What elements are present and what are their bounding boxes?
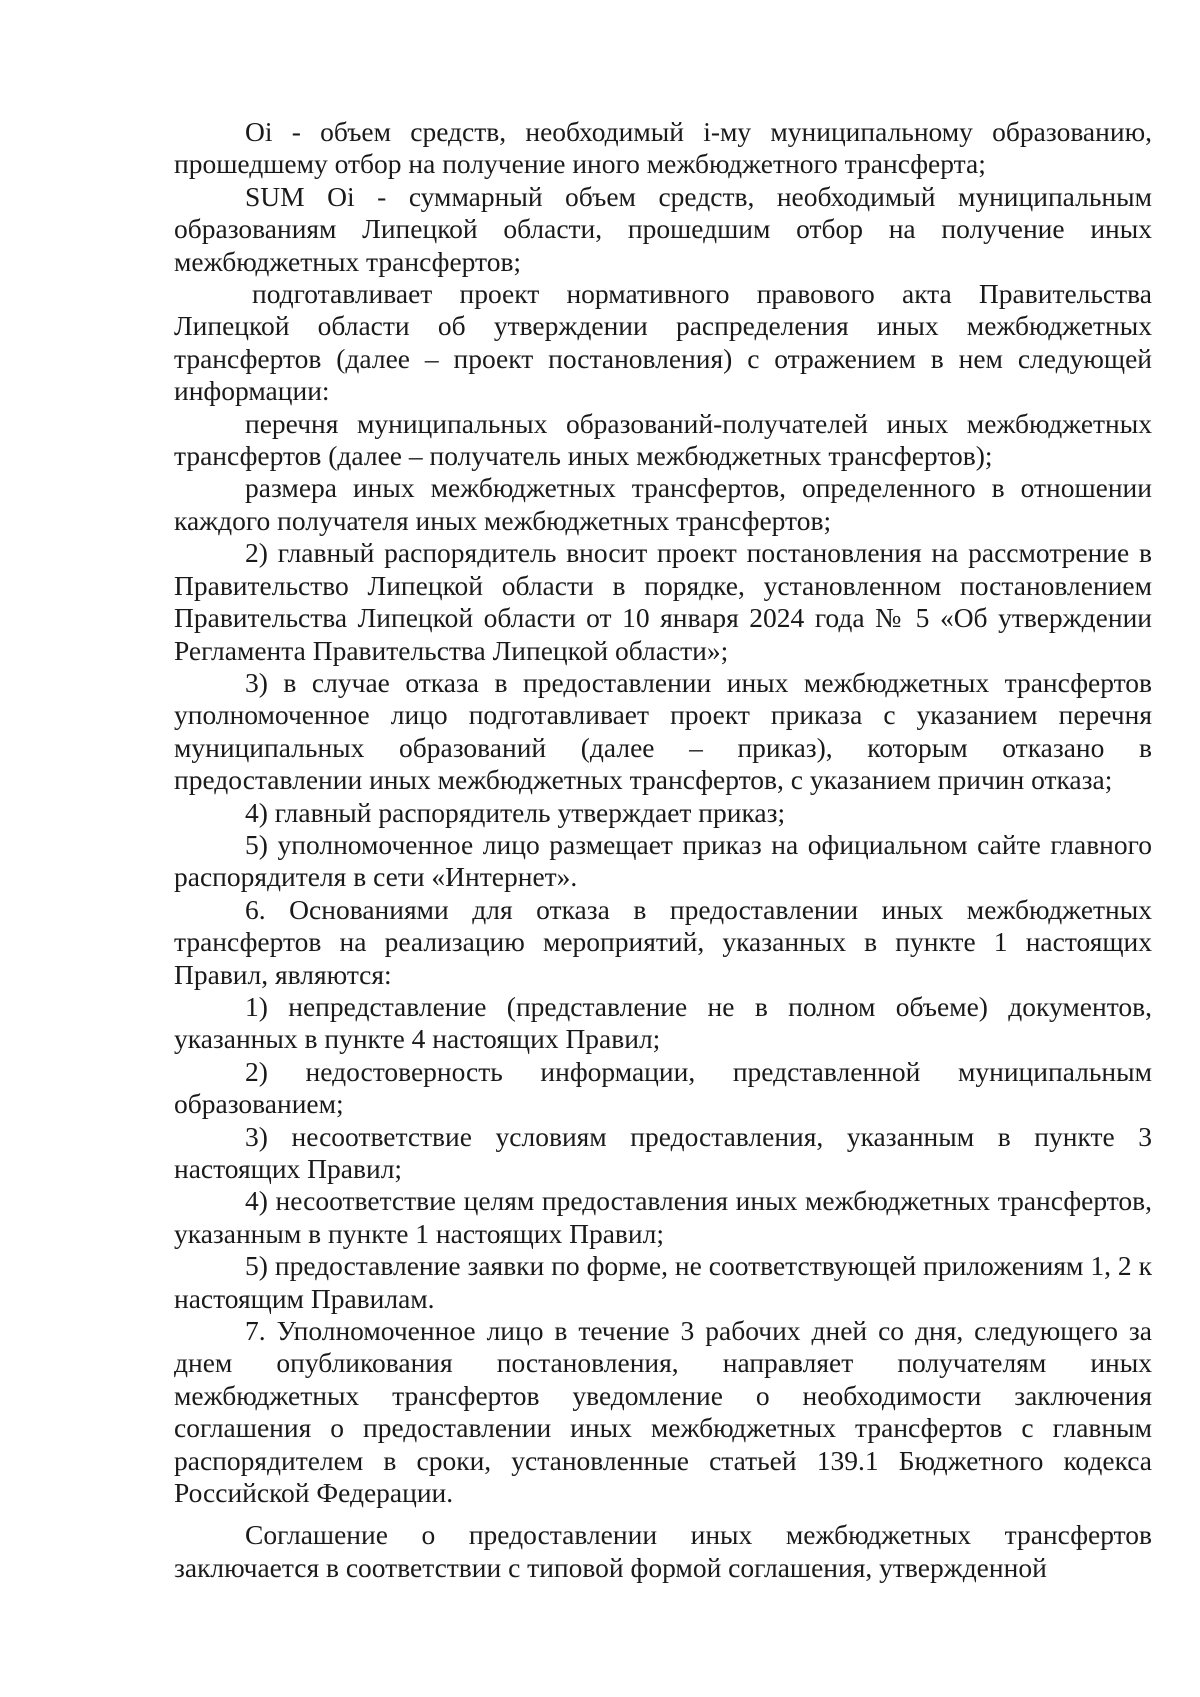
paragraph-agreement-form: Соглашение о предоставлении иных межбюджетных трансфертов заключается в соответствии с типовой формой соглашения, утвержденной xyxy=(174,1519,1152,1583)
paragraph-ground-4: 4) несоответствие целям предоставления иных межбюджетных трансфертов, указанным в пункте 1 настоящих Правил; xyxy=(174,1185,1152,1249)
paragraph-ground-5: 5) предоставление заявки по форме, не соответствующей приложениям 1, 2 к настоящим Правилам. xyxy=(174,1250,1152,1314)
paragraph-section-7-notification: 7. Уполномоченное лицо в течение 3 рабочих дней со дня, следующего за днем опубликования постановления, направляет получателям иных межбюджетных трансфертов уведомление о необходимости заключения соглашения о предоставлении иных межбюджетных трансфертов с главным распорядителем в сроки, установленные статьей 139.1 Бюджетного кодекса Российской Федерации. xyxy=(174,1315,1152,1509)
paragraph-prepares-draft-act: подготавливает проект нормативного правового акта Правительства Липецкой области об утверждении распределения иных межбюджетных трансфертов (далее – проект постановления) с отражением в нем следующей информации: xyxy=(174,278,1152,407)
paragraph-section-6-grounds: 6. Основаниями для отказа в предоставлении иных межбюджетных трансфертов на реализацию мероприятий, указанных в пункте 1 настоящих Правил, являются: xyxy=(174,893,1152,990)
paragraph-item-5-publication: 5) уполномоченное лицо размещает приказ на официальном сайте главного распорядителя в сети «Интернет». xyxy=(174,828,1152,893)
paragraph-transfer-amount: размера иных межбюджетных трансфертов, определенного в отношении каждого получателя иных межбюджетных трансфертов; xyxy=(174,472,1152,536)
paragraph-sum-oi-definition: SUM Oi - суммарный объем средств, необходимый муниципальным образованиям Липецкой области, прошедшим отбор на получение иных межбюджетных трансфертов; xyxy=(174,180,1152,277)
paragraph-item-3-refusal-order: 3) в случае отказа в предоставлении иных межбюджетных трансфертов уполномоченное лицо подготавливает проект приказа с указанием перечня муниципальных образований (далее – приказ), которым отказано в предоставлении иных межбюджетных трансфертов, с указанием причин отказа; xyxy=(174,666,1152,796)
paragraph-recipients-list: перечня муниципальных образований-получателей иных межбюджетных трансфертов (далее – получатель иных межбюджетных трансфертов); xyxy=(174,407,1152,472)
paragraph-oi-definition: Oi - объем средств, необходимый i-му муниципальному образованию, прошедшему отбор на получение иного межбюджетного трансферта; xyxy=(174,116,1152,180)
paragraph-ground-2: 2) недостоверность информации, представленной муниципальным образованием; xyxy=(174,1055,1152,1120)
paragraph-item-4-approval: 4) главный распорядитель утверждает приказ; xyxy=(245,796,786,828)
paragraph-ground-1: 1) непредставление (представление не в полном объеме) документов, указанных в пункте 4 настоящих Правил; xyxy=(174,990,1152,1055)
paragraph-item-2-submission: 2) главный распорядитель вносит проект постановления на рассмотрение в Правительство Липецкой области в порядке, установленном постановлением Правительства Липецкой области от 10 января 2024 года № 5 «Об утверждении Регламента Правительства Липецкой области»; xyxy=(174,537,1152,666)
document-page xyxy=(174,116,1152,1584)
paragraph-ground-3: 3) несоответствие условиям предоставления, указанным в пункте 3 настоящих Правил; xyxy=(174,1120,1152,1184)
